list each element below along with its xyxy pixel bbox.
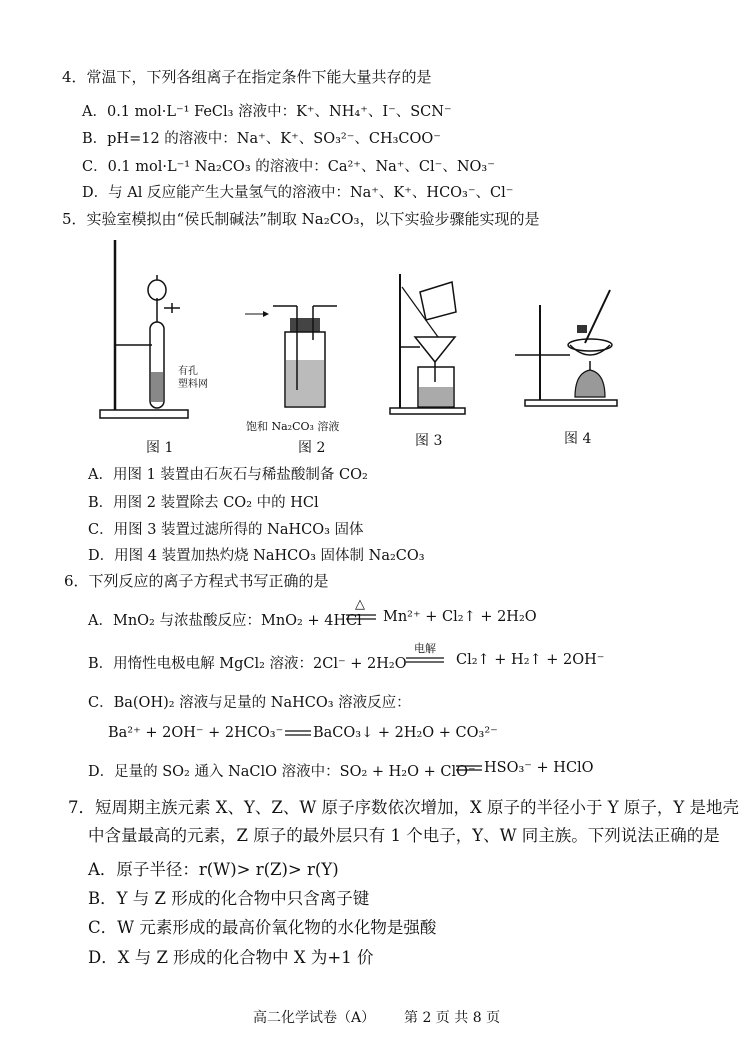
q7-option-b: B．Y 与 Z 形成的化合物中只含离子键 xyxy=(88,889,370,908)
q6-option-d-right: HSO₃⁻ + HClO xyxy=(484,760,594,776)
q6-option-a-right: Mn²⁺ + Cl₂↑ + 2H₂O xyxy=(383,609,537,625)
q4-option-c: C．0.1 mol·L⁻¹ Na₂CO₃ 的溶液中：Ca²⁺、Na⁺、Cl⁻、NO₃⁻ xyxy=(82,159,495,175)
figure-3-caption: 图 3 xyxy=(415,433,443,449)
q4-option-d: D．与 Al 反应能产生大量氢气的溶液中：Na⁺、K⁺、HCO₃⁻、Cl⁻ xyxy=(82,185,514,201)
q6-option-c-right: BaCO₃↓ + 2H₂O + CO₃²⁻ xyxy=(313,725,498,741)
q6-option-d-left: D．足量的 SO₂ 通入 NaClO 溶液中：SO₂ + H₂O + ClO⁻ xyxy=(88,764,476,780)
q6-option-a-equals xyxy=(346,614,376,622)
q6-option-b-left: B．用惰性电极电解 MgCl₂ 溶液：2Cl⁻ + 2H₂O xyxy=(88,656,407,672)
q7-option-c: C．W 元素形成的最高价氧化物的水化物是强酸 xyxy=(88,918,437,937)
q6-option-c-line1: C．Ba(OH)₂ 溶液与足量的 NaHCO₃ 溶液反应： xyxy=(88,695,411,711)
q4-option-b: B．pH=12 的溶液中：Na⁺、K⁺、SO₃²⁻、CH₃COO⁻ xyxy=(82,131,441,147)
q6-stem: 6．下列反应的离子方程式书写正确的是 xyxy=(64,572,329,590)
figure-1-label-line1: 有孔 xyxy=(178,366,198,377)
q6-option-a-left: A．MnO₂ 与浓盐酸反应：MnO₂ + 4HCl xyxy=(88,613,362,629)
q6-option-d-equals xyxy=(456,765,482,773)
figure-2-caption: 图 2 xyxy=(298,440,326,456)
q4-option-a: A．0.1 mol·L⁻¹ FeCl₃ 溶液中：K⁺、NH₄⁺、I⁻、SCN⁻ xyxy=(82,104,452,120)
q7-stem-line2: 中含量最高的元素，Z 原子的最外层只有 1 个电子，Y、W 同主族。下列说法正确的是 xyxy=(88,826,720,845)
q4-stem: 4．常温下，下列各组离子在指定条件下能大量共存的是 xyxy=(62,68,432,86)
q5-option-b: B．用图 2 装置除去 CO₂ 中的 HCl xyxy=(88,495,319,511)
figure-2-label: 饱和 Na₂CO₃ 溶液 xyxy=(246,420,340,433)
q7-option-a: A．原子半径：r(W)> r(Z)> r(Y) xyxy=(88,860,339,879)
footer-subject: 高二化学试卷（A） xyxy=(253,1010,376,1026)
figure-1-apparatus xyxy=(90,240,200,425)
q5-option-c: C．用图 3 装置过滤所得的 NaHCO₃ 固体 xyxy=(88,522,364,538)
figure-1-label-line2: 塑料网 xyxy=(178,379,208,390)
q6-option-c-equals xyxy=(285,730,311,738)
figure-3-filtration xyxy=(390,272,480,417)
q7-stem-line1: 7．短周期主族元素 X、Y、Z、W 原子序数依次增加，X 原子的半径小于 Y 原子，Y 是地壳 xyxy=(68,798,740,817)
q5-stem: 5．实验室模拟由“侯氏制碱法”制取 Na₂CO₃，以下实验步骤能实现的是 xyxy=(62,210,540,228)
q5-option-a: A．用图 1 装置由石灰石与稀盐酸制备 CO₂ xyxy=(88,467,368,483)
figure-1-caption: 图 1 xyxy=(146,440,174,456)
figure-4-caption: 图 4 xyxy=(564,431,592,447)
q6-option-b-equals xyxy=(406,657,444,665)
q6-option-b-condition: 电解 xyxy=(414,642,436,655)
q5-option-d: D．用图 4 装置加热灼烧 NaHCO₃ 固体制 Na₂CO₃ xyxy=(88,548,425,564)
figure-2-wash-bottle xyxy=(245,300,345,415)
q6-option-c-left: Ba²⁺ + 2OH⁻ + 2HCO₃⁻ xyxy=(108,725,284,741)
footer-page-number: 第 2 页 共 8 页 xyxy=(404,1010,501,1026)
figure-4-heating xyxy=(515,285,620,410)
q6-option-b-right: Cl₂↑ + H₂↑ + 2OH⁻ xyxy=(456,652,605,668)
q7-option-d: D．X 与 Z 形成的化合物中 X 为+1 价 xyxy=(88,948,374,967)
q6-option-a-condition: △ xyxy=(355,597,365,612)
